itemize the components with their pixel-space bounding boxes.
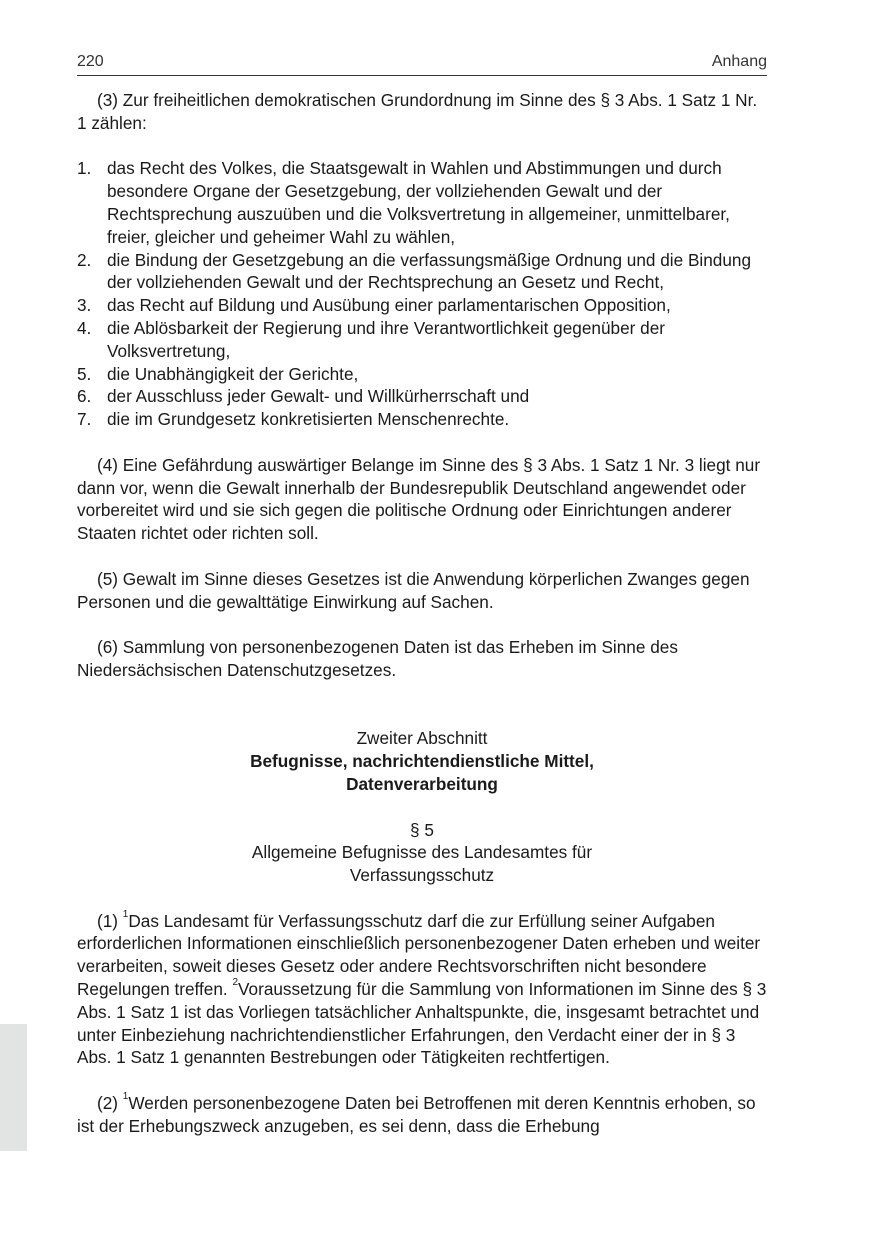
list-item: 4. die Ablösbarkeit der Regierung und ihre Verantwortlichkeit gegenüber der Volksvertretung,	[77, 317, 665, 361]
list-item: 2. die Bindung der Gesetzgebung an die verfassungsmäßige Ordnung und die Bindung der vollziehenden Gewalt und der Rechtsprechung an Gesetz und Recht,	[77, 249, 752, 293]
page-body	[77, 89, 767, 1138]
paragraph-5: (5) Gewalt im Sinne dieses Gesetzes ist die Anwendung körperlichen Zwanges gegen Personen und die gewalttätige Einwirkung auf Sachen.	[77, 568, 750, 612]
paragraph-5-abs-1: (1) $^1$Das Landesamt für Verfassungsschutz darf die zur Erfüllung seiner Aufgaben erforderlichen Informationen einschließlich personenbezogener Daten erheben und weiter verarbeiten, soweit dieses Gesetz oder andere Rechtsvorschriften nicht besondere Regelungen treffen. $^2$Voraussetzung für die Sammlung von Informationen im Sinne des § 3 Abs. 1 Satz 1 ist das Vorliegen tatsächlicher Anhaltspunkte, die, insgesamt betrachtet und unter Einbeziehung nachrichtendienstlicher Erfahrungen, den Verdacht einer der in § 3 Abs. 1 Satz 1 genannten Bestrebungen oder Tätigkeiten rechtfertigen.	[77, 908, 767, 1068]
paragraph-4: (4) Eine Gefährdung auswärtiger Belange im Sinne des § 3 Abs. 1 Satz 1 Nr. 3 liegt nur dann vor, wenn die Gewalt innerhalb der Bundesrepublik Deutschland angewendet oder vorbereitet wird und sie sich gegen die politische Ordnung oder Einrichtungen anderer Staaten richtet oder richten soll.	[77, 454, 761, 544]
section-title-line-2: Datenverarbeitung	[346, 773, 498, 794]
principles-list	[77, 157, 767, 431]
list-item: 1. das Recht des Volkes, die Staatsgewalt in Wahlen und Abstimmungen und durch besondere Organe der Gesetzgebung, der vollziehenden Gewalt und der Rechtsprechung auszuüben und die Volksvertretung in allgemeiner, unmittelbarer, freier, gleicher und geheimer Wahl zu wählen,	[77, 158, 730, 247]
list-item: 6. der Ausschluss jeder Gewalt- und Willkürherrschaft und	[77, 386, 530, 407]
section-title-line-1: Befugnisse, nachrichtendienstliche Mittel,	[250, 751, 594, 772]
list-item: 3. das Recht auf Bildung und Ausübung einer parlamentarischen Opposition,	[77, 295, 671, 316]
list-item: 7. die im Grundgesetz konkretisierten Menschenrechte.	[77, 409, 510, 430]
page-number: 220	[77, 53, 104, 70]
paragraph-6: (6) Sammlung von personenbezogenen Daten ist das Erheben im Sinne des Niedersächsischen Datenschutzgesetzes.	[77, 637, 678, 680]
section-label: Zweiter Abschnitt	[356, 728, 488, 749]
running-header	[77, 52, 767, 76]
paragraph-5-abs-2: (2) $^1$Werden personenbezogene Daten bei Betroffenen mit deren Kenntnis erhoben, so ist der Erhebungszweck anzugeben, es sei denn, dass die Erhebung	[77, 1091, 756, 1136]
paragraph-3-intro: (3) Zur freiheitlichen demokratischen Grundordnung im Sinne des § 3 Abs. 1 Satz 1 Nr. 1 zählen:	[77, 90, 758, 133]
list-item: 5. die Unabhängigkeit der Gerichte,	[77, 363, 359, 384]
thumb-index-tab	[0, 1024, 27, 1151]
paragraph-heading-line-2: Verfassungsschutz	[349, 865, 495, 886]
paragraph-heading-line-1: Allgemeine Befugnisse des Landesamtes für	[251, 842, 593, 863]
paragraph-symbol: § 5	[410, 819, 434, 840]
running-title: Anhang	[711, 53, 767, 70]
